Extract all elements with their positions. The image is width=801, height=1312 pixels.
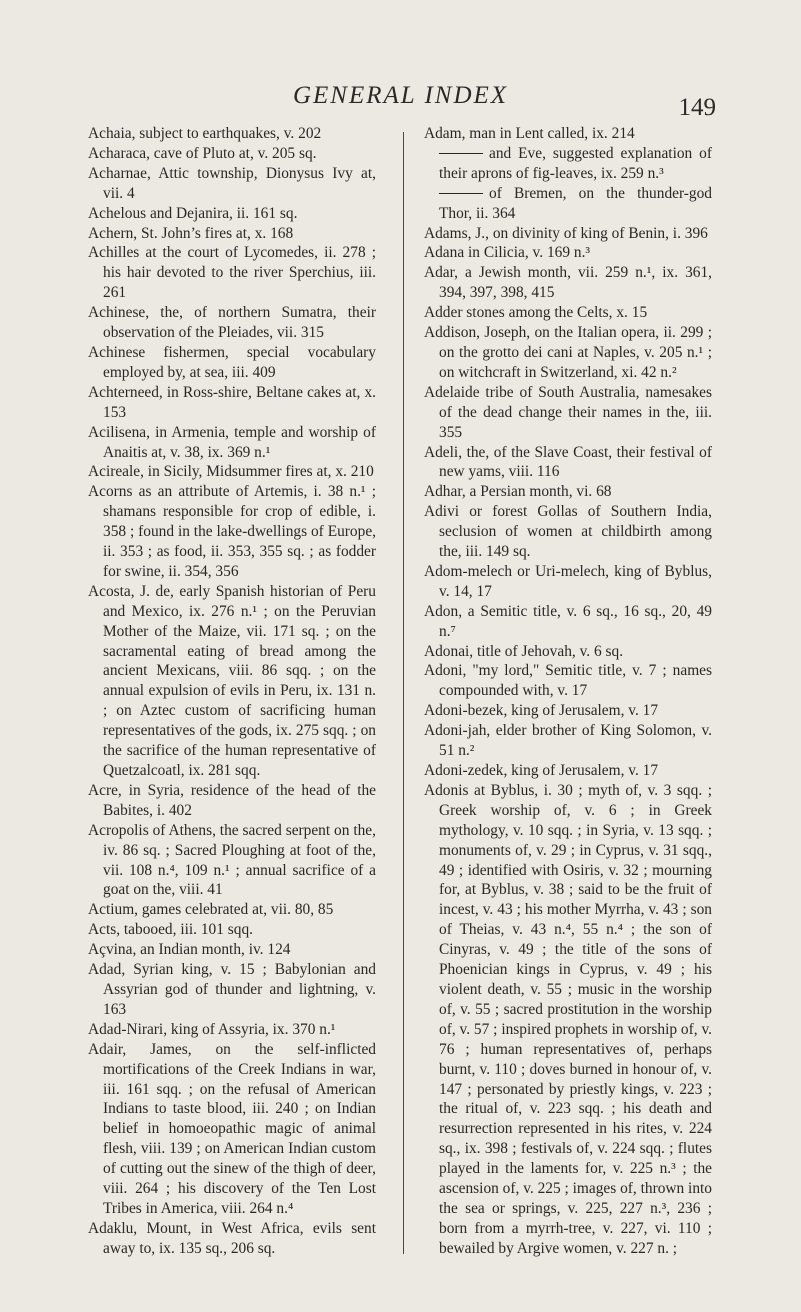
index-entry: Açvina, an Indian month, iv. 124	[88, 941, 291, 959]
index-entry: Acorns as an attribute of Artemis, i. 38 n.¹ ; shamans responsible for crop of edible, i. 358 ; found in the lake-dwellings of Europe, ii. 353 ; as food, ii. 353, 355 sq. ; as fodder for swine, ii. 354, 356	[88, 483, 376, 580]
entry-text: Adder stones among the Celts, x. 15	[424, 304, 648, 322]
index-entry: Achterneed, in Ross-shire, Beltane cakes at, x. 153	[88, 383, 376, 421]
index-entry	[424, 482, 712, 502]
entry-text: Adoni-zedek, king of Jerusalem, v. 17	[424, 762, 659, 779]
index-entry	[424, 124, 712, 144]
entry-text: Adelaide tribe of South Australia, namesakes of the dead change their names in the, iii. 355	[424, 383, 712, 441]
index-entry	[424, 502, 712, 562]
index-entry	[424, 602, 712, 642]
index-entry: Achilles at the court of Lycomedes, ii. 278 ; his hair devoted to the river Sperchius, iii. 261	[88, 244, 376, 302]
entry-text: Adonis at Byblus, i. 30 ; myth of, v. 3 sqq. ; Greek worship of, v. 6 ; in Greek mythology, v. 10 sqq. ; in Syria, v. 13 sqq. ; monuments of, v. 29 ; in Cyprus, v. 31 sqq., 49 ; identified with Osiris, v. 32 ; mourning for, at Byblus, v. 38 ; said to be the fruit of incest, v. 43 ; his mother Myrrha, v. 43 ; son of Theias, v. 43 n.⁴, 55 n.⁴ ; the son of Cinyras, v. 49 ; the title of the sons of Phoenician kings in Cyprus, v. 49 ; his violent death, v. 55 ; music in the worship of, v. 55 ; sacred prostitution in the worship of, v. 57 ; inspired prophets in worship of, v. 76 ; human representatives of, perhaps burnt, v. 110 ; doves burned in honour of, v. 147 ; personated by priestly kings, v. 223 ; the ritual of, v. 223 sqq. ; his death and resurrection represented in his rites, v. 224 sq., ix. 398 ; festivals of, v. 224 sqq. ; flutes played in the laments for, v. 225 n.³ ; the ascension of, v. 225 ; images of, thrown into the sea or springs, v. 225, 227 n.³, 236 ; born from a myrrh-tree, v. 227, vi. 110 ; bewailed by Argive women, v. 227 n. ;	[424, 781, 712, 1257]
entry-text: Adonai, title of Jehovah, v. 6 sq.	[424, 642, 624, 660]
entry-text: Adom-melech or Uri-melech, king of Byblus, v. 14, 17	[424, 562, 712, 600]
entry-text: and Eve, suggested explanation of their aprons of fig-leaves, ix. 259 n.³	[439, 144, 712, 182]
right-column	[424, 124, 712, 1259]
index-entry	[424, 781, 712, 1259]
index-entry	[424, 642, 712, 662]
entry-text: Adhar, a Persian month, vi. 68	[424, 483, 612, 501]
index-entry: Actium, games celebrated at, vii. 80, 85	[88, 901, 334, 919]
index-entry: Acharnae, Attic township, Dionysus Ivy at, vii. 4	[88, 164, 376, 202]
entry-text: Adeli, the, of the Slave Coast, their festival of new yams, viii. 116	[424, 443, 712, 481]
entry-text: Adam, man in Lent called, ix. 214	[424, 125, 635, 142]
index-entry: Acropolis of Athens, the sacred serpent on the, iv. 86 sq. ; Sacred Ploughing at foot of the, vii. 108 n.⁴, 109 n.¹ ; annual sacrifice of a goat on the, viii. 41	[88, 821, 376, 899]
index-entry: Acharaca, cave of Pluto at, v. 205 sq.	[88, 144, 317, 162]
index-entry	[424, 661, 712, 701]
index-entry: Acts, tabooed, iii. 101 sqq.	[88, 921, 254, 939]
index-entry: Achern, St. John’s fires at, x. 168	[88, 224, 294, 242]
repeat-dash	[439, 193, 483, 194]
index-subentry	[424, 144, 712, 184]
index-entry	[424, 701, 712, 721]
index-entry	[424, 562, 712, 602]
repeat-dash	[439, 153, 483, 154]
index-entry: Acosta, J. de, early Spanish historian of Peru and Mexico, ix. 276 n.¹ ; on the Peruvian Mother of the Maize, vii. 171 sq. ; on the sacramental eating of bread among the ancient Mexicans, viii. 86 sqq. ; on the annual expulsion of evils in Peru, ix. 131 n. ; on Aztec custom of sacrificing human representatives of the gods, ix. 275 sqq. ; on the sacrifice of the human representative of Quetzalcoatl, ix. 281 sqq.	[88, 582, 376, 779]
entry-text: of Bremen, on the thunder-god Thor, ii. 364	[439, 184, 712, 222]
left-column	[88, 124, 376, 1259]
index-entry	[424, 443, 712, 483]
running-head: GENERAL INDEX	[292, 82, 509, 109]
index-entry	[424, 243, 712, 263]
entry-text: Adoni, "my lord," Semitic title, v. 7 ; names compounded with, v. 17	[424, 662, 712, 700]
index-entry: Achelous and Dejanira, ii. 161 sq.	[88, 204, 298, 222]
index-entry	[424, 721, 712, 761]
index-entry	[424, 323, 712, 383]
index-entry: Adad-Nirari, king of Assyria, ix. 370 n.¹	[88, 1020, 336, 1038]
entry-text: Adon, a Semitic title, v. 6 sq., 16 sq., 20, 49 n.⁷	[424, 602, 712, 640]
index-entry	[424, 761, 712, 781]
index-entry: Acilisena, in Armenia, temple and worship of Anaitis at, v. 38, ix. 369 n.¹	[88, 423, 376, 461]
index-entry: Acireale, in Sicily, Midsummer fires at, x. 210	[88, 463, 374, 481]
index-entry: Achinese fishermen, special vocabulary employed by, at sea, iii. 409	[88, 343, 376, 381]
index-entry	[424, 383, 712, 443]
entry-text: Adams, J., on divinity of king of Benin, i. 396	[424, 224, 708, 242]
entry-text: Adoni-bezek, king of Jerusalem, v. 17	[424, 702, 659, 720]
index-entry	[424, 263, 712, 303]
index-entry: Adair, James, on the self-inflicted mortifications of the Creek Indians in war, iii. 161 sqq. ; on the refusal of American Indians to taste blood, iii. 240 ; on Indian belief in homoeopathic magic of animal flesh, viii. 139 ; on American Indian custom of cutting out the sinew of the thigh of deer, viii. 264 ; his discovery of the Ten Lost Tribes in America, viii. 264 n.⁴	[88, 1040, 376, 1217]
index-entry	[424, 303, 712, 323]
index-entry: Acre, in Syria, residence of the head of the Babites, i. 402	[88, 781, 376, 819]
entry-text: Adana in Cilicia, v. 169 n.³	[424, 244, 591, 262]
column-divider	[403, 132, 404, 1254]
entry-text: Adoni-jah, elder brother of King Solomon, v. 51 n.²	[424, 722, 712, 760]
index-entry: Adad, Syrian king, v. 15 ; Babylonian and Assyrian god of thunder and lightning, v. 163	[88, 961, 376, 1018]
index-entry: Achinese, the, of northern Sumatra, their observation of the Pleiades, vii. 315	[88, 304, 376, 342]
index-entry: Adaklu, Mount, in West Africa, evils sent away to, ix. 135 sq., 206 sq.	[88, 1219, 376, 1257]
page-number: 149	[678, 94, 716, 121]
index-entry: Achaia, subject to earthquakes, v. 202	[88, 125, 322, 142]
entry-text: Adivi or forest Gollas of Southern India, seclusion of women at childbirth among the, iii. 149 sq.	[424, 503, 712, 561]
index-entry	[424, 224, 712, 244]
index-subentry	[424, 184, 712, 224]
entry-text: Addison, Joseph, on the Italian opera, ii. 299 ; on the grotto dei cani at Naples, v. 205 n.¹ ; on witchcraft in Switzerland, xi. 42 n.²	[424, 324, 712, 381]
entry-text: Adar, a Jewish month, vii. 259 n.¹, ix. 361, 394, 397, 398, 415	[424, 264, 712, 302]
